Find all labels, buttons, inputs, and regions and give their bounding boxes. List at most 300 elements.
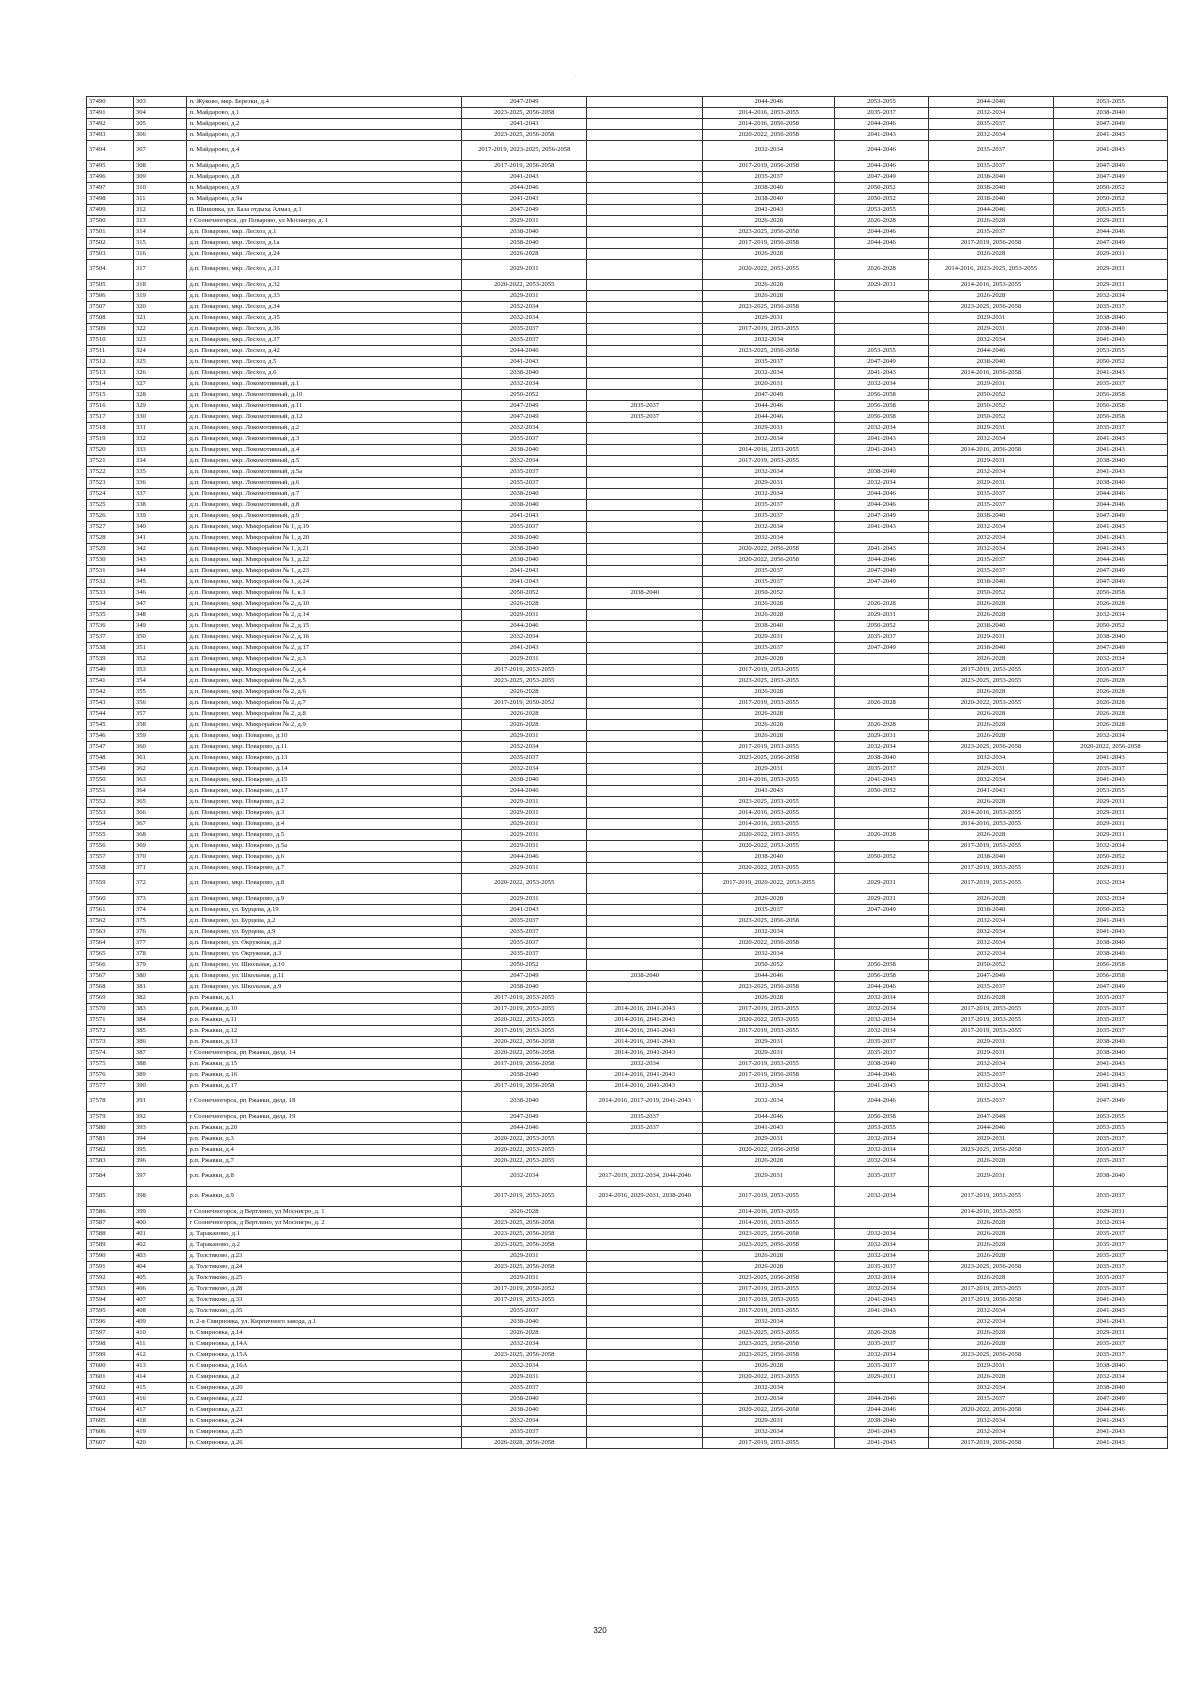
cell-period-6: 2041-2043 <box>1054 927 1168 938</box>
cell-period-3: 2032-2034 <box>703 141 835 161</box>
cell-period-6: 2041-2043 <box>1054 522 1168 533</box>
cell-period-6: 2026-2028 <box>1054 709 1168 720</box>
cell-row-id: 37596 <box>87 1317 134 1328</box>
cell-period-6: 2056-2058 <box>1054 390 1168 401</box>
cell-period-1: 2017-2019, 2053-2055 <box>462 1004 587 1015</box>
cell-period-4: 2053-2055 <box>835 346 929 357</box>
cell-period-1: 2026-2028 <box>462 1207 587 1218</box>
cell-period-2: 2038-2040 <box>587 588 703 599</box>
table-row <box>87 511 1168 522</box>
cell-period-2 <box>587 97 703 108</box>
table-row <box>87 894 1168 905</box>
cell-period-6: 2056-2058 <box>1054 971 1168 982</box>
cell-row-seq: 315 <box>133 238 187 249</box>
table-row <box>87 1026 1168 1037</box>
cell-row-id: 37590 <box>87 1251 134 1262</box>
cell-row-seq: 330 <box>133 412 187 423</box>
cell-row-id: 37557 <box>87 852 134 863</box>
cell-period-1: 2029-2031 <box>462 894 587 905</box>
cell-period-3: 2017-2019, 2053-2055 <box>703 1187 835 1207</box>
cell-row-id: 37532 <box>87 577 134 588</box>
cell-period-6: 2035-2037 <box>1054 302 1168 313</box>
cell-period-5: 2023-2025, 2056-2058 <box>928 742 1053 753</box>
cell-address: д. Тараканово, д.1 <box>187 1229 462 1240</box>
cell-period-2 <box>587 216 703 227</box>
cell-row-id: 37511 <box>87 346 134 357</box>
cell-period-6: 2038-2040 <box>1054 938 1168 949</box>
cell-period-3: 2044-2046 <box>703 97 835 108</box>
cell-period-6: 2047-2049 <box>1054 1394 1168 1405</box>
table-row <box>87 434 1168 445</box>
table-row <box>87 227 1168 238</box>
cell-period-5: 2044-2046 <box>928 1123 1053 1134</box>
cell-period-4 <box>835 819 929 830</box>
cell-row-id: 37492 <box>87 119 134 130</box>
cell-period-1: 2017-2019, 2053-2055 <box>462 665 587 676</box>
cell-period-6: 2050-2052 <box>1054 905 1168 916</box>
cell-period-4 <box>835 949 929 960</box>
cell-row-id: 37589 <box>87 1240 134 1251</box>
cell-period-4: 2026-2028 <box>835 216 929 227</box>
table-row <box>87 194 1168 205</box>
cell-row-id: 37539 <box>87 654 134 665</box>
cell-period-1: 2020-2022, 2053-2055 <box>462 1156 587 1167</box>
cell-period-3: 2020-2022, 2053-2055 <box>703 260 835 280</box>
cell-period-3: 2014-2016, 2053-2055 <box>703 108 835 119</box>
cell-period-3: 2023-2025, 2056-2058 <box>703 916 835 927</box>
cell-row-seq: 396 <box>133 1156 187 1167</box>
cell-period-4: 2026-2028 <box>835 698 929 709</box>
cell-period-4: 2035-2037 <box>835 632 929 643</box>
cell-row-seq: 338 <box>133 500 187 511</box>
cell-period-2 <box>587 302 703 313</box>
cell-period-3: 2017-2019, 2056-2058 <box>703 161 835 172</box>
cell-period-1: 2038-2040 <box>462 544 587 555</box>
cell-period-4 <box>835 863 929 874</box>
cell-address: д.п. Поварово, мкр. Лесхоз, д.37 <box>187 335 462 346</box>
table-row <box>87 291 1168 302</box>
cell-row-id: 37579 <box>87 1112 134 1123</box>
cell-period-5: 2032-2034 <box>928 916 1053 927</box>
table-row <box>87 555 1168 566</box>
cell-period-1: 2047-2049 <box>462 971 587 982</box>
cell-period-2 <box>587 141 703 161</box>
cell-period-6: 2038-2040 <box>1054 632 1168 643</box>
cell-period-3: 2014-2016, 2053-2055 <box>703 819 835 830</box>
cell-period-2 <box>587 324 703 335</box>
cell-period-6: 2035-2037 <box>1054 665 1168 676</box>
cell-period-3: 2044-2046 <box>703 971 835 982</box>
cell-row-id: 37499 <box>87 205 134 216</box>
cell-period-5: 2032-2034 <box>928 335 1053 346</box>
cell-period-1: 2020-2022, 2053-2055 <box>462 1015 587 1026</box>
cell-period-2 <box>587 130 703 141</box>
table-row <box>87 249 1168 260</box>
cell-period-1: 2020-2022, 2056-2058 <box>462 1037 587 1048</box>
cell-row-id: 37563 <box>87 927 134 938</box>
cell-row-id: 37551 <box>87 786 134 797</box>
cell-period-1: 2044-2046 <box>462 1123 587 1134</box>
cell-period-1: 2029-2031 <box>462 654 587 665</box>
cell-period-2 <box>587 610 703 621</box>
cell-address: р.п. Ржавки, д.13 <box>187 1037 462 1048</box>
cell-row-id: 37606 <box>87 1427 134 1438</box>
cell-row-id: 37550 <box>87 775 134 786</box>
cell-period-6: 2032-2034 <box>1054 894 1168 905</box>
cell-period-6: 2032-2034 <box>1054 874 1168 894</box>
cell-period-6: 2035-2037 <box>1054 1156 1168 1167</box>
cell-period-5: 2026-2028 <box>928 610 1053 621</box>
cell-period-6: 2035-2037 <box>1054 1229 1168 1240</box>
cell-period-2: 2014-2016, 2029-2031, 2038-2040 <box>587 1187 703 1207</box>
cell-address: д.п. Поварово, мкр. Лесхоз, д.33 <box>187 291 462 302</box>
table-row <box>87 280 1168 291</box>
cell-period-4 <box>835 588 929 599</box>
cell-address: п. Жуково, мкр. Березки, д.4 <box>187 97 462 108</box>
cell-period-4: 2032-2034 <box>835 1145 929 1156</box>
cell-row-seq: 416 <box>133 1394 187 1405</box>
cell-period-3: 2032-2034 <box>703 533 835 544</box>
cell-period-1: 2017-2019, 2056-2058 <box>462 1059 587 1070</box>
cell-row-id: 37514 <box>87 379 134 390</box>
cell-period-3: 2017-2019, 2053-2055 <box>703 1004 835 1015</box>
cell-row-seq: 317 <box>133 260 187 280</box>
cell-period-6: 2050-2052 <box>1054 357 1168 368</box>
cell-period-2 <box>587 445 703 456</box>
cell-period-3: 2032-2034 <box>703 368 835 379</box>
cell-period-5: 2032-2034 <box>928 775 1053 786</box>
table-row <box>87 533 1168 544</box>
cell-period-6: 2035-2037 <box>1054 1240 1168 1251</box>
cell-period-4: 2035-2037 <box>835 1048 929 1059</box>
cell-address: п. Смирновка, д.14А <box>187 1339 462 1350</box>
cell-address: д.п. Поварово, мкр. Локомотивный, д.10 <box>187 390 462 401</box>
cell-period-4: 2026-2028 <box>835 1328 929 1339</box>
table-row <box>87 819 1168 830</box>
cell-address: д.п. Поварово, мкр. Локомотивный, д.1 <box>187 379 462 390</box>
cell-address: п. Смирновка, д.26 <box>187 1438 462 1449</box>
cell-address: р.п. Ржавки, д.3 <box>187 1134 462 1145</box>
cell-period-4: 2044-2046 <box>835 119 929 130</box>
cell-period-2 <box>587 676 703 687</box>
cell-row-id: 37522 <box>87 467 134 478</box>
cell-row-seq: 374 <box>133 905 187 916</box>
cell-row-id: 37533 <box>87 588 134 599</box>
cell-period-5: 2014-2016, 2053-2055 <box>928 280 1053 291</box>
cell-period-5: 2026-2028 <box>928 1251 1053 1262</box>
cell-row-id: 37595 <box>87 1306 134 1317</box>
cell-period-2 <box>587 205 703 216</box>
cell-row-seq: 377 <box>133 938 187 949</box>
cell-period-3: 2029-2031 <box>703 1037 835 1048</box>
cell-period-6: 2035-2037 <box>1054 1350 1168 1361</box>
cell-row-seq: 397 <box>133 1167 187 1187</box>
cell-period-4: 2047-2049 <box>835 566 929 577</box>
cell-period-6: 2041-2043 <box>1054 544 1168 555</box>
cell-period-4: 2056-2058 <box>835 401 929 412</box>
cell-period-4: 2056-2058 <box>835 390 929 401</box>
cell-row-id: 37591 <box>87 1262 134 1273</box>
cell-period-6: 2053-2055 <box>1054 786 1168 797</box>
cell-row-id: 37559 <box>87 874 134 894</box>
table-row <box>87 97 1168 108</box>
cell-period-2 <box>587 1317 703 1328</box>
cell-period-6: 2041-2043 <box>1054 1059 1168 1070</box>
cell-period-3: 2038-2040 <box>703 621 835 632</box>
cell-period-6: 2032-2034 <box>1054 291 1168 302</box>
cell-period-4: 2029-2031 <box>835 1372 929 1383</box>
cell-period-6: 2029-2031 <box>1054 863 1168 874</box>
cell-address: д.п. Поварово, мкр. Поварово, д.7 <box>187 863 462 874</box>
cell-period-5: 2029-2031 <box>928 764 1053 775</box>
cell-period-4: 2029-2031 <box>835 731 929 742</box>
cell-address: д.п. Поварово, мкр. Лесхоз, д.34 <box>187 302 462 313</box>
cell-period-1: 2044-2046 <box>462 852 587 863</box>
cell-period-1: 2035-2037 <box>462 1306 587 1317</box>
table-row <box>87 522 1168 533</box>
cell-period-5: 2017-2019, 2053-2055 <box>928 1015 1053 1026</box>
cell-period-5: 2038-2040 <box>928 852 1053 863</box>
cell-period-4: 2056-2058 <box>835 971 929 982</box>
cell-row-seq: 411 <box>133 1339 187 1350</box>
cell-row-seq: 418 <box>133 1416 187 1427</box>
cell-row-seq: 341 <box>133 533 187 544</box>
cell-period-1: 2017-2019, 2053-2055 <box>462 993 587 1004</box>
cell-period-3: 2026-2028 <box>703 291 835 302</box>
cell-period-4: 2032-2034 <box>835 1015 929 1026</box>
cell-period-5: 2029-2031 <box>928 1134 1053 1145</box>
cell-period-2 <box>587 194 703 205</box>
cell-period-3: 2026-2028 <box>703 280 835 291</box>
cell-period-4 <box>835 302 929 313</box>
cell-row-seq: 352 <box>133 654 187 665</box>
cell-period-1: 2029-2031 <box>462 863 587 874</box>
cell-row-seq: 322 <box>133 324 187 335</box>
cell-period-5: 2035-2037 <box>928 161 1053 172</box>
cell-period-5: 2029-2031 <box>928 632 1053 643</box>
cell-row-seq: 349 <box>133 621 187 632</box>
cell-period-3: 2023-2025, 2056-2058 <box>703 753 835 764</box>
cell-period-2 <box>587 335 703 346</box>
cell-row-seq: 376 <box>133 927 187 938</box>
table-row <box>87 1015 1168 1026</box>
cell-period-5: 2035-2037 <box>928 1070 1053 1081</box>
cell-period-6: 2032-2034 <box>1054 841 1168 852</box>
cell-row-seq: 309 <box>133 172 187 183</box>
cell-period-3: 2023-2025, 2053-2055 <box>703 1328 835 1339</box>
table-row <box>87 260 1168 280</box>
cell-period-2: 2035-2037 <box>587 412 703 423</box>
cell-address: д.п. Поварово, ул. Бурцева, д.9 <box>187 927 462 938</box>
cell-period-4: 2056-2058 <box>835 412 929 423</box>
cell-period-4: 2044-2046 <box>835 555 929 566</box>
cell-period-6: 2041-2043 <box>1054 434 1168 445</box>
cell-row-seq: 342 <box>133 544 187 555</box>
cell-address: д.п. Поварово, ул. Бурцева, д.19 <box>187 905 462 916</box>
cell-period-1: 2026-2028 <box>462 1328 587 1339</box>
cell-period-2 <box>587 698 703 709</box>
table-row <box>87 445 1168 456</box>
cell-row-seq: 350 <box>133 632 187 643</box>
cell-period-5: 2014-2016, 2023-2025, 2053-2055 <box>928 260 1053 280</box>
cell-address: д. Толстяково, д.23 <box>187 1251 462 1262</box>
cell-period-5: 2035-2037 <box>928 489 1053 500</box>
cell-address: д.п. Поварово, ул. Окружная, д.2 <box>187 938 462 949</box>
cell-period-5: 2023-2025, 2056-2058 <box>928 1145 1053 1156</box>
register-table <box>86 96 1168 1449</box>
cell-address: п. 2-я Смирновка, ул. Кирпичного завода, д.1 <box>187 1317 462 1328</box>
cell-period-4 <box>835 533 929 544</box>
cell-row-id: 37588 <box>87 1229 134 1240</box>
cell-period-3: 2014-2016, 2053-2055 <box>703 1218 835 1229</box>
table-row <box>87 216 1168 227</box>
cell-period-6: 2026-2028 <box>1054 720 1168 731</box>
cell-period-5: 2026-2028 <box>928 1229 1053 1240</box>
cell-row-seq: 354 <box>133 676 187 687</box>
cell-period-3: 2020-2022, 2053-2055 <box>703 863 835 874</box>
cell-address: д.п. Поварово, ул. Окружная, д.3 <box>187 949 462 960</box>
cell-row-seq: 408 <box>133 1306 187 1317</box>
cell-period-6: 2041-2043 <box>1054 141 1168 161</box>
cell-period-6: 2056-2058 <box>1054 960 1168 971</box>
cell-period-1: 2038-2040 <box>462 1092 587 1112</box>
cell-period-1: 2038-2040 <box>462 1317 587 1328</box>
cell-period-2 <box>587 786 703 797</box>
cell-period-6: 2038-2040 <box>1054 1167 1168 1187</box>
cell-period-2 <box>587 511 703 522</box>
cell-period-1: 2032-2034 <box>462 313 587 324</box>
cell-period-6: 2038-2040 <box>1054 108 1168 119</box>
cell-period-4: 2035-2037 <box>835 108 929 119</box>
cell-period-4: 2050-2052 <box>835 621 929 632</box>
cell-row-id: 37495 <box>87 161 134 172</box>
cell-period-6: 2041-2043 <box>1054 775 1168 786</box>
cell-row-seq: 406 <box>133 1284 187 1295</box>
cell-address: р.п. Ржавки, д.20 <box>187 1123 462 1134</box>
cell-period-3: 2026-2028 <box>703 216 835 227</box>
table-row <box>87 687 1168 698</box>
cell-period-2 <box>587 742 703 753</box>
cell-row-seq: 328 <box>133 390 187 401</box>
cell-period-1: 2038-2040 <box>462 1405 587 1416</box>
cell-row-id: 37581 <box>87 1134 134 1145</box>
cell-period-4: 2053-2055 <box>835 97 929 108</box>
cell-period-2 <box>587 797 703 808</box>
cell-period-3: 2035-2037 <box>703 577 835 588</box>
cell-period-6: 2053-2055 <box>1054 205 1168 216</box>
cell-row-id: 37544 <box>87 709 134 720</box>
cell-row-id: 37538 <box>87 643 134 654</box>
table-row <box>87 993 1168 1004</box>
table-row <box>87 949 1168 960</box>
cell-period-5: 2032-2034 <box>928 753 1053 764</box>
cell-address: г Солнечногорск, рп Ржавки, двлд. 14 <box>187 1048 462 1059</box>
cell-period-1: 2035-2037 <box>462 1427 587 1438</box>
cell-period-5: 2044-2046 <box>928 97 1053 108</box>
cell-period-5: 2035-2037 <box>928 1394 1053 1405</box>
cell-period-3: 2029-2031 <box>703 1416 835 1427</box>
table-row <box>87 588 1168 599</box>
cell-row-seq: 353 <box>133 665 187 676</box>
cell-row-id: 37570 <box>87 1004 134 1015</box>
cell-row-id: 37569 <box>87 993 134 1004</box>
cell-period-4: 2038-2040 <box>835 1416 929 1427</box>
cell-address: р.п. Ржавки, д.4 <box>187 1145 462 1156</box>
cell-row-id: 37554 <box>87 819 134 830</box>
cell-row-id: 37498 <box>87 194 134 205</box>
cell-period-6: 2044-2046 <box>1054 500 1168 511</box>
cell-period-6: 2047-2049 <box>1054 161 1168 172</box>
cell-period-1: 2026-2028 <box>462 599 587 610</box>
cell-period-5: 2026-2028 <box>928 731 1053 742</box>
cell-row-id: 37607 <box>87 1438 134 1449</box>
cell-period-3: 2017-2019, 2053-2055 <box>703 698 835 709</box>
cell-period-1: 2017-2019, 2056-2058 <box>462 1081 587 1092</box>
table-row <box>87 335 1168 346</box>
cell-period-2 <box>587 1207 703 1218</box>
cell-address: д.п. Поварово, мкр. Микрорайон № 2, д.9 <box>187 720 462 731</box>
cell-period-4: 2041-2043 <box>835 1306 929 1317</box>
cell-row-id: 37529 <box>87 544 134 555</box>
cell-row-id: 37599 <box>87 1350 134 1361</box>
cell-period-4: 2056-2058 <box>835 1112 929 1123</box>
cell-period-3: 2023-2025, 2056-2058 <box>703 1350 835 1361</box>
cell-period-5: 2023-2025, 2053-2055 <box>928 676 1053 687</box>
cell-address: д.п. Поварово, мкр. Поварово, д.5 <box>187 830 462 841</box>
cell-address: р.п. Ржавки, д.12 <box>187 1026 462 1037</box>
cell-period-2 <box>587 1240 703 1251</box>
table-row <box>87 357 1168 368</box>
cell-period-2 <box>587 1361 703 1372</box>
cell-period-5: 2032-2034 <box>928 533 1053 544</box>
cell-period-4: 2032-2034 <box>835 1004 929 1015</box>
cell-address: д.п. Поварово, мкр. Лесхоз, д.1 <box>187 227 462 238</box>
cell-row-id: 37578 <box>87 1092 134 1112</box>
cell-period-2 <box>587 172 703 183</box>
cell-period-4: 2032-2034 <box>835 1229 929 1240</box>
cell-period-6: 2044-2046 <box>1054 555 1168 566</box>
cell-period-3: 2026-2028 <box>703 993 835 1004</box>
cell-period-6: 2053-2055 <box>1054 1123 1168 1134</box>
cell-period-5: 2026-2028 <box>928 720 1053 731</box>
cell-period-1: 2020-2022, 2053-2055 <box>462 280 587 291</box>
cell-period-6: 2041-2043 <box>1054 130 1168 141</box>
cell-period-2 <box>587 1328 703 1339</box>
cell-period-4: 2032-2034 <box>835 379 929 390</box>
cell-address: д.п. Поварово, мкр. Локомотивный, д.3 <box>187 434 462 445</box>
cell-period-4: 2041-2043 <box>835 544 929 555</box>
cell-address: п. Смирновка, д.23 <box>187 1405 462 1416</box>
cell-row-seq: 325 <box>133 357 187 368</box>
cell-address: д.п. Поварово, мкр. Микрорайон № 2, д.10 <box>187 599 462 610</box>
cell-period-3: 2023-2025, 2056-2058 <box>703 1229 835 1240</box>
table-row <box>87 1306 1168 1317</box>
cell-row-seq: 372 <box>133 874 187 894</box>
page-number: 320 <box>593 1626 607 1635</box>
cell-row-id: 37558 <box>87 863 134 874</box>
cell-row-seq: 387 <box>133 1048 187 1059</box>
cell-address: д. Тараканово, д.2 <box>187 1240 462 1251</box>
cell-row-seq: 334 <box>133 456 187 467</box>
cell-period-5: 2026-2028 <box>928 1156 1053 1167</box>
cell-period-5: 2038-2040 <box>928 621 1053 632</box>
cell-period-6: 2053-2055 <box>1054 97 1168 108</box>
cell-period-6: 2035-2037 <box>1054 764 1168 775</box>
cell-period-3: 2035-2037 <box>703 172 835 183</box>
cell-period-4: 2050-2052 <box>835 183 929 194</box>
cell-period-3: 2014-2016, 2053-2055 <box>703 1207 835 1218</box>
cell-address: п. Майдарово, д.3 <box>187 130 462 141</box>
